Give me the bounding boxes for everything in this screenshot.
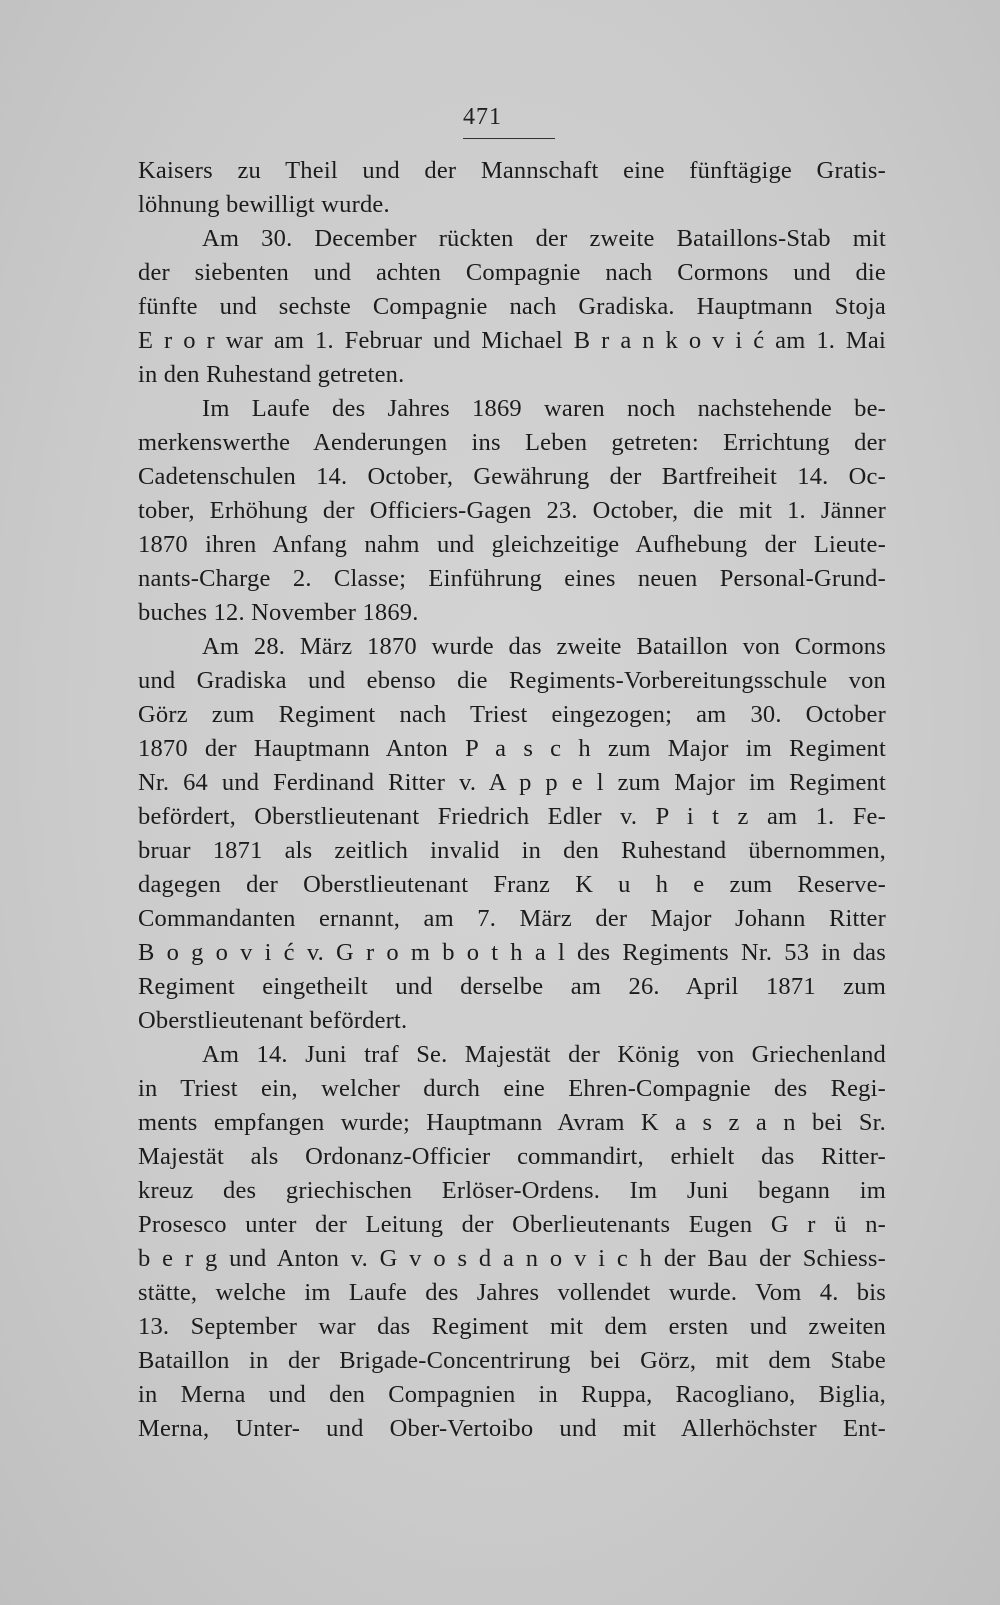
text-line: Merna, Unter- und Ober-Vertoibo und mit Allerhöchster Ent-	[138, 1415, 886, 1442]
text-line: Görz zum Regiment nach Triest eingezogen; am 30. October	[138, 701, 886, 728]
text-line: Cadetenschulen 14. October, Gewährung der Bartfreiheit 14. Oc-	[138, 463, 886, 490]
text-line: stätte, welche im Laufe des Jahres vollendet wurde. Vom 4. bis	[138, 1279, 886, 1306]
text-line: tober, Erhöhung der Officiers-Gagen 23. October, die mit 1. Jänner	[138, 497, 886, 524]
text-line: 1870 der Hauptmann Anton P a s c h zum Major im Regiment	[138, 735, 886, 762]
text-line: nants-Charge 2. Classe; Einführung eines neuen Personal-Grund-	[138, 565, 886, 592]
text-line: löhnung bewilligt wurde.	[138, 191, 390, 218]
text-line: 1870 ihren Anfang nahm und gleichzeitige Aufhebung der Lieute-	[138, 531, 886, 558]
text-line: Im Laufe des Jahres 1869 waren noch nachstehende be-	[202, 395, 886, 422]
text-line: b e r g und Anton v. G v o s d a n o v i c h der Bau der Schiess-	[138, 1245, 886, 1272]
text-line: Prosesco unter der Leitung der Oberlieutenants Eugen G r ü n-	[138, 1211, 886, 1238]
text-line: kreuz des griechischen Erlöser-Ordens. Im Juni begann im	[138, 1177, 886, 1204]
text-line: Commandanten ernannt, am 7. März der Major Johann Ritter	[138, 905, 886, 932]
text-line: Am 14. Juni traf Se. Majestät der König von Griechenland	[202, 1041, 886, 1068]
text-line: befördert, Oberstlieutenant Friedrich Edler v. P i t z am 1. Fe-	[138, 803, 886, 830]
text-line: der siebenten und achten Compagnie nach Cormons und die	[138, 259, 886, 286]
page-number: 471	[463, 104, 502, 130]
text-line: ments empfangen wurde; Hauptmann Avram K a s z a n bei Sr.	[138, 1109, 886, 1136]
text-line: Regiment eingetheilt und derselbe am 26. April 1871 zum	[138, 973, 886, 1000]
text-line: Nr. 64 und Ferdinand Ritter v. A p p e l zum Major im Regiment	[138, 769, 886, 796]
text-line: in Merna und den Compagnien in Ruppa, Racogliano, Biglia,	[138, 1381, 886, 1408]
text-line: dagegen der Oberstlieutenant Franz K u h e zum Reserve-	[138, 871, 886, 898]
text-line: Am 28. März 1870 wurde das zweite Bataillon von Cormons	[202, 633, 886, 660]
text-line: Majestät als Ordonanz-Officier commandirt, erhielt das Ritter-	[138, 1143, 886, 1170]
text-line: fünfte und sechste Compagnie nach Gradiska. Hauptmann Stoja	[138, 293, 886, 320]
text-line: E r o r war am 1. Februar und Michael B r a n k o v i ć am 1. Mai	[138, 327, 886, 354]
text-line: in den Ruhestand getreten.	[138, 361, 405, 388]
text-line: Kaisers zu Theil und der Mannschaft eine fünftägige Gratis-	[138, 157, 886, 184]
text-line: 13. September war das Regiment mit dem ersten und zweiten	[138, 1313, 886, 1340]
page-number-rule	[463, 138, 555, 139]
text-line: Oberstlieutenant befördert.	[138, 1007, 408, 1034]
text-line: Bataillon in der Brigade-Concentrirung bei Görz, mit dem Stabe	[138, 1347, 886, 1374]
text-line: merkenswerthe Aenderungen ins Leben getreten: Errichtung der	[138, 429, 886, 456]
body-text	[138, 154, 886, 1446]
text-line: und Gradiska und ebenso die Regiments-Vorbereitungsschule von	[138, 667, 886, 694]
text-line: Am 30. December rückten der zweite Bataillons-Stab mit	[202, 225, 886, 252]
text-line: buches 12. November 1869.	[138, 599, 419, 626]
text-line: B o g o v i ć v. G r o m b o t h a l des Regiments Nr. 53 in das	[138, 939, 886, 966]
text-line: in Triest ein, welcher durch eine Ehren-Compagnie des Regi-	[138, 1075, 886, 1102]
text-line: bruar 1871 als zeitlich invalid in den Ruhestand übernommen,	[138, 837, 886, 864]
